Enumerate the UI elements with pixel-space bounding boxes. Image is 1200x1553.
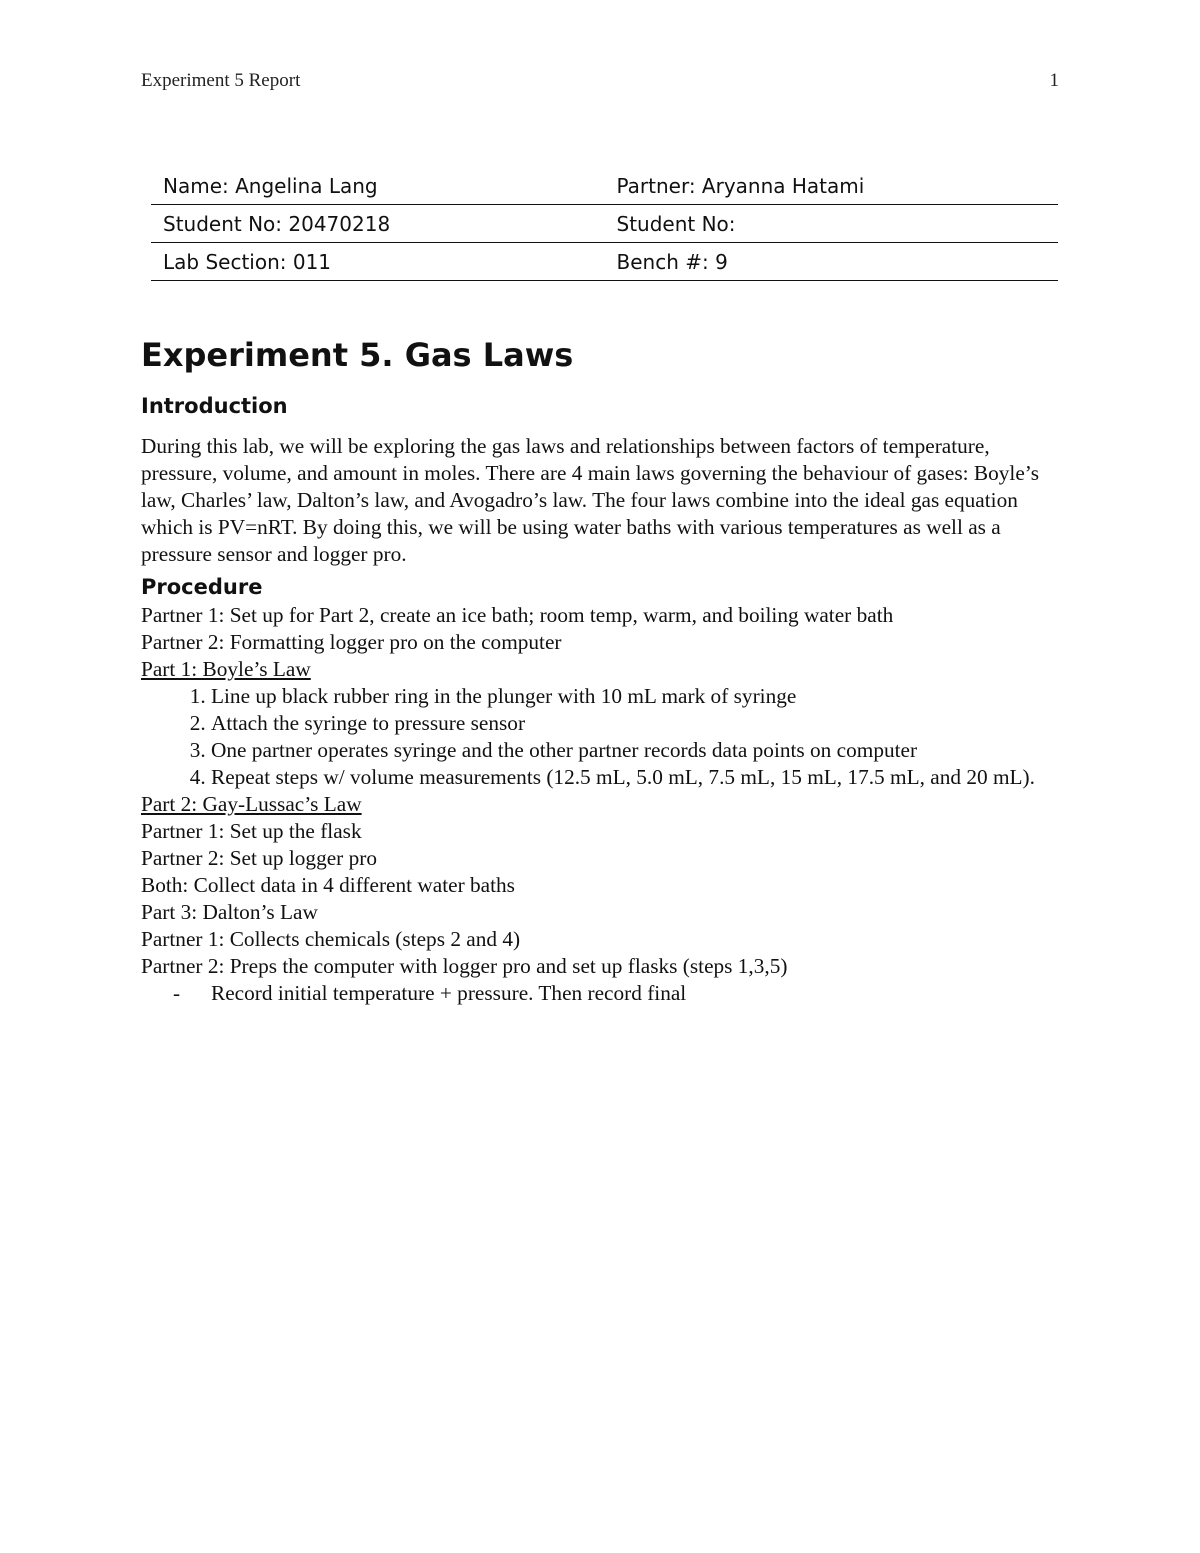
partner-cell: Partner: Aryanna Hatami [605,168,1059,205]
page-number: 1 [1049,70,1059,91]
part3-line: Partner 1: Collects chemicals (steps 2 and 4) [141,927,521,951]
list-item [173,980,1061,1007]
introduction-paragraph: During this lab, we will be exploring the gas laws and relationships between factors of temperature, pressure, volume, and amount in moles. There are 4 main laws governing the behaviour of gases: Boyle’s law, Charles’ law, Dalton’s law, and Avogadro’s law. The four laws combine into the ideal gas equation which is PV=nRT. By doing this, we will be using water baths with various temperatures as well as a pressure sensor and logger pro. [141,434,1039,566]
document-body [141,333,1061,1007]
list-item: 2. Attach the syringe to pressure sensor [211,710,1061,737]
document-title: Experiment 5. Gas Laws [141,336,574,374]
table-row [151,205,1058,243]
header-title: Experiment 5 Report [141,70,301,91]
table-row [151,243,1058,281]
setup-line: Partner 2: Formatting logger pro on the computer [141,630,562,654]
part2-line: Partner 1: Set up the flask [141,819,362,843]
lab-section-cell: Lab Section: 011 [151,243,605,281]
part1-heading: Part 1: Boyle’s Law [141,657,311,681]
list-item: 1. Line up black rubber ring in the plunger with 10 mL mark of syringe [211,683,1061,710]
part3-bullet-list [141,980,1061,1007]
partner-student-number-cell: Student No: [605,205,1059,243]
dash-bullet: - [173,981,181,1005]
list-item: 3. One partner operates syringe and the other partner records data points on computer [211,737,1061,764]
part2-line: Partner 2: Set up logger pro [141,846,377,870]
bench-cell: Bench #: 9 [605,243,1059,281]
name-cell: Name: Angelina Lang [151,168,605,205]
bullet-text: Record initial temperature + pressure. Then record final [211,981,687,1005]
student-number-cell: Student No: 20470218 [151,205,605,243]
part3-line: Partner 2: Preps the computer with logger pro and set up flasks (steps 1,3,5) [141,954,788,978]
page-header [141,70,1059,96]
part3-heading: Part 3: Dalton’s Law [141,900,318,924]
student-info-table [151,168,1058,281]
list-item: 4. Repeat steps w/ volume measurements (12.5 mL, 5.0 mL, 7.5 mL, 15 mL, 17.5 mL, and 20 mL). [211,764,1061,791]
part2-heading: Part 2: Gay-Lussac’s Law [141,792,362,816]
setup-line: Partner 1: Set up for Part 2, create an ice bath; room temp, warm, and boiling water bath [141,603,894,627]
introduction-heading: Introduction [141,394,288,418]
procedure-heading: Procedure [141,575,263,599]
table-row [151,168,1058,205]
part2-line: Both: Collect data in 4 different water baths [141,873,515,897]
part1-steps-list [141,683,1061,791]
